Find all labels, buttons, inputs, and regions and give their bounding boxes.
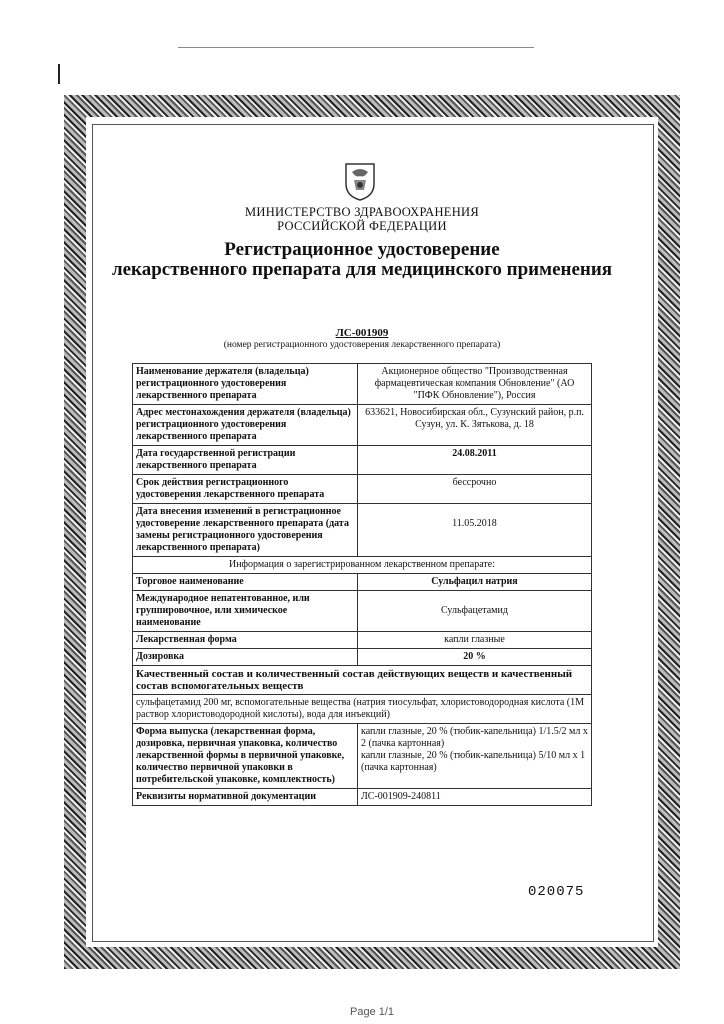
table-row — [133, 446, 592, 475]
top-rule — [178, 47, 534, 48]
row-value: 24.08.2011 — [358, 446, 592, 475]
row-label: Торговое наименование — [133, 574, 358, 591]
table-row — [133, 591, 592, 632]
row-label: Дозировка — [133, 649, 358, 666]
registration-number-caption: (номер регистрационного удостоверения лекарственного препарата) — [223, 340, 501, 350]
row-label: Срок действия регистрационного удостоверения лекарственного препарата — [133, 475, 358, 504]
row-label: Дата внесения изменений в регистрационное удостоверение лекарственного препарата (дата замены регистрационного удостоверения лекарственного препарата) — [133, 504, 358, 557]
table-row — [133, 574, 592, 591]
table-row — [133, 649, 592, 666]
table-row — [133, 632, 592, 649]
ministry-line-1: МИНИСТЕРСТВО ЗДРАВООХРАНЕНИЯ — [244, 205, 480, 219]
table-row — [133, 666, 592, 695]
title-line-1: Регистрационное удостоверение — [224, 239, 500, 260]
ministry-name — [0, 205, 724, 233]
table-row — [133, 557, 592, 574]
release-form-value — [358, 724, 592, 789]
release-form-line-2: капли глазные, 20 % (тюбик-капельница) 5/10 мл x 1 (пачка картонная) — [361, 750, 586, 773]
composition-text: сульфацетамид 200 мг, вспомогательные вещества (натрия тиосульфат, хлористоводородная кислота (1М раствор хлористоводородной кислоты), вода для инъекций) — [133, 695, 592, 724]
info-heading: Информация о зарегистрированном лекарственном препарате: — [133, 557, 592, 574]
row-label: Наименование держателя (владельца) регистрационного удостоверения лекарственного препарата — [133, 364, 358, 405]
table-row — [133, 695, 592, 724]
page-indicator: Page 1/1 — [350, 1006, 395, 1018]
row-value: Акционерное общество "Производственная фармацевтическая компания Обновление" (АО "ПФК Обновление"), Россия — [358, 364, 592, 405]
row-value: капли глазные — [358, 632, 592, 649]
row-label: Международное непатентованное, или группировочное, или химическое наименование — [133, 591, 358, 632]
table-row — [133, 504, 592, 557]
document-title — [0, 240, 724, 280]
row-value: 633621, Новосибирская обл., Сузунский район, р.п. Сузун, ул. К. Зятькова, д. 18 — [358, 405, 592, 446]
row-value: Сульфацил натрия — [358, 574, 592, 591]
row-label: Реквизиты нормативной документации — [133, 789, 358, 806]
table-row — [133, 789, 592, 806]
composition-heading: Качественный состав и количественный состав действующих веществ и качественный состав вспомогательных веществ — [133, 666, 592, 695]
table-row — [133, 475, 592, 504]
ministry-line-2: РОССИЙСКОЙ ФЕДЕРАЦИИ — [277, 219, 447, 233]
title-line-2: лекарственного препарата для медицинского применения — [111, 259, 613, 280]
row-value: 20 % — [358, 649, 592, 666]
row-value: 11.05.2018 — [358, 504, 592, 557]
registration-number: ЛС-001909 — [335, 327, 389, 339]
margin-mark — [58, 64, 60, 84]
row-label: Лекарственная форма — [133, 632, 358, 649]
row-label: Дата государственной регистрации лекарственного препарата — [133, 446, 358, 475]
table-row — [133, 724, 592, 789]
row-value: бессрочно — [358, 475, 592, 504]
release-form-line-1: капли глазные, 20 % (тюбик-капельница) 1/1.5/2 мл x 2 (пачка картонная) — [361, 726, 588, 749]
row-value: ЛС-001909-240811 — [358, 789, 592, 806]
row-label: Адрес местонахождения держателя (владельца) регистрационного удостоверения лекарственного препарата — [133, 405, 358, 446]
row-value: Сульфацетамид — [358, 591, 592, 632]
row-label: Форма выпуска (лекарственная форма, дозировка, первичная упаковка, количество лекарственной формы в первичной упаковке, количество первичной упаковки в потребительской упаковке, комплектность) — [133, 724, 358, 789]
table-row — [133, 364, 592, 405]
table-row — [133, 405, 592, 446]
coat-of-arms-icon — [340, 158, 380, 202]
serial-number: 020075 — [528, 884, 585, 900]
certificate-table — [132, 363, 592, 806]
